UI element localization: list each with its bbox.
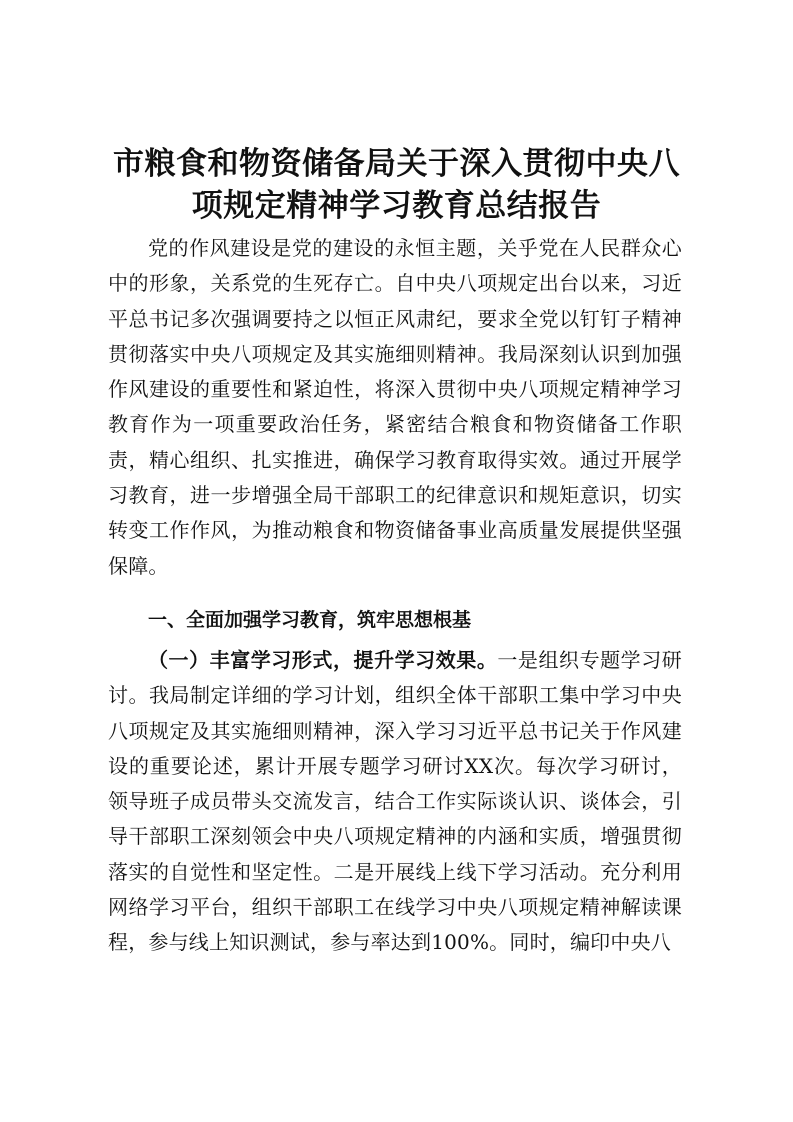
subsection-paragraph-1 <box>108 643 682 961</box>
intro-paragraph: 党的作风建设是党的建设的永恒主题，关乎党在人民群众心中的形象，关系党的生死存亡。自中央八项规定出台以来，习近平总书记多次强调要持之以恒正风肃纪，要求全党以钉钉子精神贯彻落实中央八项规定及其实施细则精神。我局深刻认识到加强作风建设的重要性和紧迫性，将深入贯彻中央八项规定精神学习教育作为一项重要政治任务，紧密结合粮食和物资储备工作职责，精心组织、扎实推进，确保学习教育取得实效。通过开展学习教育，进一步增强全局干部职工的纪律意识和规矩意识，切实转变工作作风，为推动粮食和物资储备事业高质量发展提供坚强保障。 <box>108 236 682 578</box>
document-title: 市粮食和物资储备局关于深入贯彻中央八项规定精神学习教育总结报告 <box>113 146 680 224</box>
section-heading-1: 一、全面加强学习教育，筑牢思想根基 <box>148 609 472 631</box>
subsection-text-1: 一是组织专题学习研讨。我局制定详细的学习计划，组织全体干部职工集中学习中央八项规定及其实施细则精神，深入学习习近平总书记关于作风建设的重要论述，累计开展专题学习研讨XX次。每次学习研讨，领导班子成员带头交流发言，结合工作实际谈认识、谈体会，引导干部职工深刻领会中央八项规定精神的内涵和实质，增强贯彻落实的自觉性和坚定性。二是开展线上线下学习活动。充分利用网络学习平台，组织干部职工在线学习中央八项规定精神解读课程，参与线上知识测试，参与率达到100%。同时，编印中央八 <box>108 648 682 955</box>
subsection-lead-1: （一）丰富学习形式，提升学习效果。 <box>148 648 498 672</box>
